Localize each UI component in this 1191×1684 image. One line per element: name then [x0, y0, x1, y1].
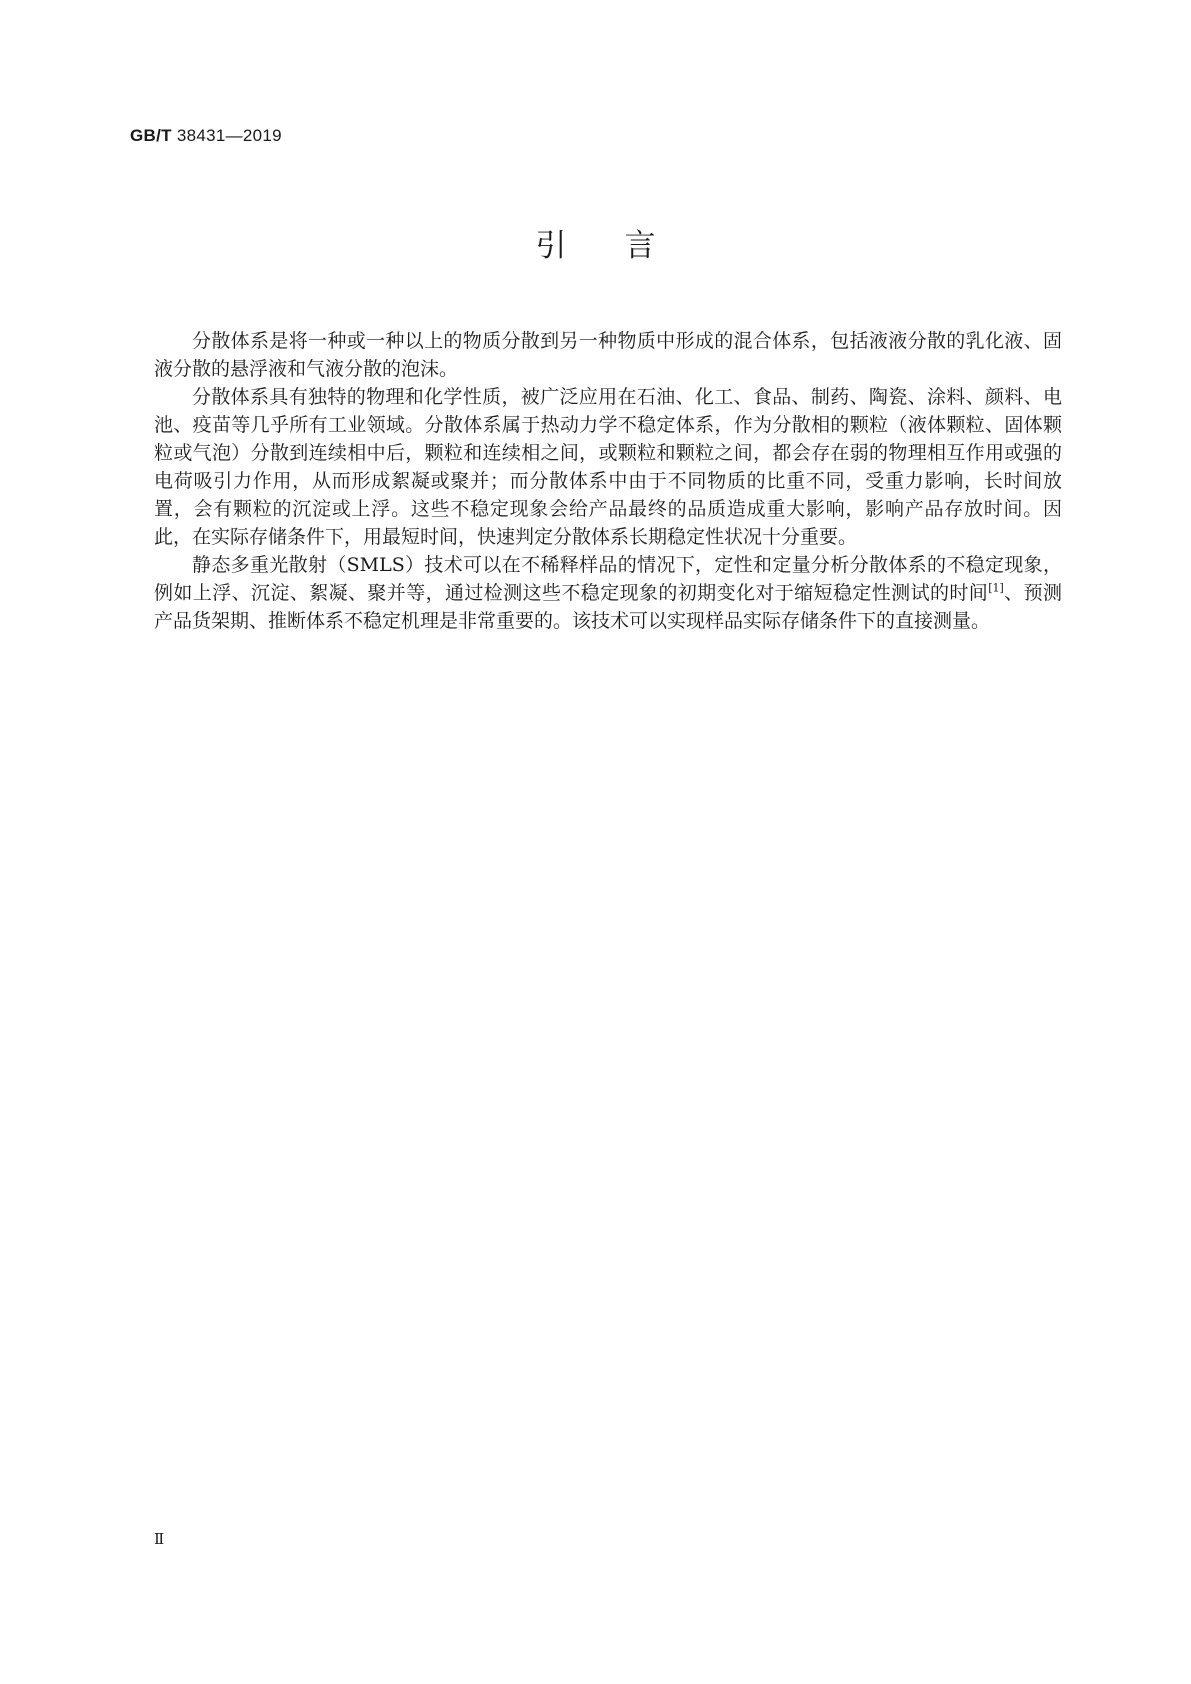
paragraph-3	[154, 551, 1062, 635]
paragraph-2: 分散体系具有独特的物理和化学性质，被广泛应用在石油、化工、食品、制药、陶瓷、涂料、颜料、电池、疫苗等几乎所有工业领域。分散体系属于热动力学不稳定体系，作为分散相的颗粒（液体颗粒、固体颗粒或气泡）分散到连续相中后，颗粒和连续相之间，或颗粒和颗粒之间，都会存在弱的物理相互作用或强的电荷吸引力作用，从而形成絮凝或聚并；而分散体系中由于不同物质的比重不同，受重力影响，长时间放置，会有颗粒的沉淀或上浮。这些不稳定现象会给产品最终的品质造成重大影响，影响产品存放时间。因此，在实际存储条件下，用最短时间，快速判定分散体系长期稳定性状况十分重要。	[154, 386, 1062, 548]
standard-code-number: 38431—2019	[176, 126, 282, 145]
paragraph-3-text-start: 静态多重光散射（SMLS）技术可以在不稀释样品的情况下，定性和定量分析分散体系的不稳定现象，例如上浮、沉淀、絮凝、聚并等，通过检测这些不稳定现象的初期变化对于缩短稳定性测试的时间	[154, 554, 1062, 604]
section-title: 引言	[535, 228, 714, 264]
reference-marker[interactable]: [1]	[988, 581, 1004, 595]
standard-code-prefix: GB/T	[130, 126, 172, 145]
introduction-body	[154, 327, 1062, 635]
page-number: Ⅱ	[154, 1530, 165, 1548]
standard-code	[130, 126, 282, 146]
paragraph-3-text-end: 、预测产品货架期、推断体系不稳定机理是非常重要的。该技术可以实现样品实际存储条件下的直接测量。	[154, 582, 1062, 632]
paragraph-1: 分散体系是将一种或一种以上的物质分散到另一种物质中形成的混合体系，包括液液分散的乳化液、固液分散的悬浮液和气液分散的泡沫。	[154, 330, 1062, 380]
